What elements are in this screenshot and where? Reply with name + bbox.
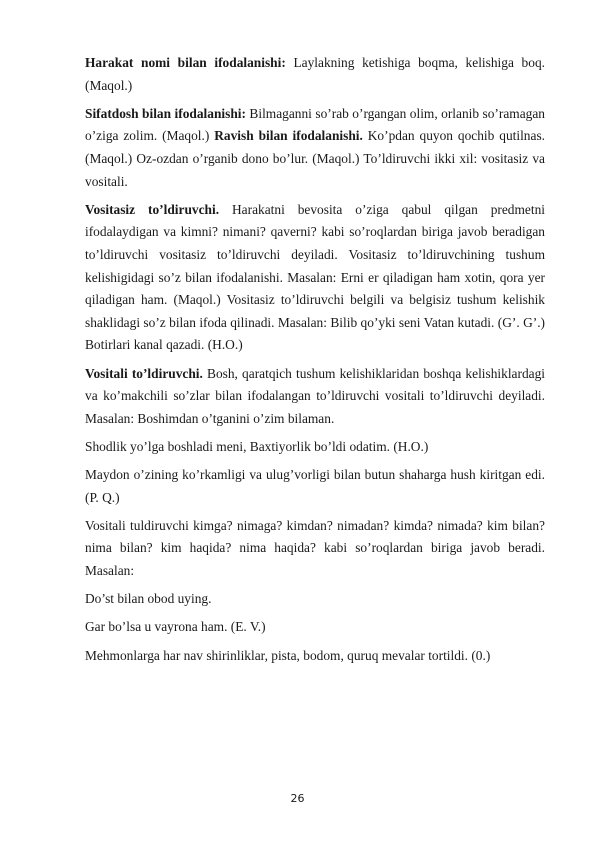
body-text: Bilmaganni so’rab o’rgangan olim, orlanib so’ramagan o’ziga zolim. (Maqol.) bbox=[85, 105, 545, 144]
body-text: Bosh, qaratqich tushum kelishiklaridan boshqa kelishiklardagi va ko’makchili so’zlar bilan ifodalangan to’ldiruvchi vositali to’ldiruvchi deyiladi. Masalan: Boshimdan o’tganini o’zim bilaman. bbox=[85, 365, 546, 426]
body-text: Harakatni bevosita o’ziga qabul qilgan predmetni ifodalaydigan va kimni? nimani? qaverni? kabi so’roqlardan biriga javob beradigan to’ldiruvchi vositasiz to’ldiruvchi deyiladi. Vositasiz to’ldiruvchining tushum kelishigidagi so’z bilan ifodalanishi. Masalan: Erni er qiladigan ham xotin, qora yer qiladigan ham. (Maqol.) Vositasiz to’ldiruvchi belgili va belgisiz tushum kelishik shaklidagi so’z bilan ifoda qilinadi. Masalan: Bilib qo’yki seni Vatan kutadi. (G’. G’.) Botirlari kanal qazadi. (H.O.) bbox=[85, 201, 545, 353]
body-text: Maydon o’zining ko’rkamligi va ulug’vorligi bilan butun shaharga hush kiritgan edi. (P. Q.) bbox=[85, 467, 545, 505]
paragraph bbox=[85, 616, 545, 639]
bold-heading-text: Harakat nomi bilan ifodalanishi: bbox=[85, 55, 286, 70]
body-text: Gar bo’lsa u vayrona ham. (E. V.) bbox=[85, 619, 266, 635]
body-text: Shodlik yo’lga boshladi meni, Baxtiyorlik bo’ldi odatim. (H.O.) bbox=[85, 438, 429, 454]
body-text: Laylakning ketishiga boqma, kelishiga boq. (Maqol.) bbox=[85, 55, 545, 93]
paragraph bbox=[85, 52, 545, 97]
paragraph bbox=[85, 515, 545, 583]
paragraph bbox=[85, 199, 545, 357]
paragraph bbox=[85, 588, 545, 611]
bold-heading-text: Sifatdosh bilan ifodalanishi: bbox=[85, 105, 246, 121]
body-text: Ko’pdan quyon qochib qutilnas. (Maqol.) Oz-ozdan o’rganib dono bo’lur. (Maqol.) To’ldiruvchi ikki xil: vositasiz va vositali. bbox=[85, 128, 545, 189]
bold-heading-text: Ravish bilan ifodalanishi. bbox=[214, 128, 363, 144]
document-body bbox=[85, 52, 545, 673]
body-text: Mehmonlarga har nav shirinliklar, pista, bodom, quruq mevalar tortildi. (0.) bbox=[85, 647, 491, 663]
body-text: Vositali tuldiruvchi kimga? nimaga? kimdan? nimadan? kimda? nimada? kim bilan? nima bilan? kim haqida? nima haqida? kabi so’roqlardan biriga javob beradi. Masalan: bbox=[85, 517, 545, 579]
page-number: 26 bbox=[290, 792, 305, 805]
paragraph bbox=[85, 363, 545, 431]
bold-heading-text: Vositali to’ldiruvchi. bbox=[85, 365, 203, 381]
body-text: Do’st bilan obod uying. bbox=[85, 591, 212, 607]
paragraph bbox=[85, 103, 545, 193]
bold-heading-text: Vositasiz to’ldiruvchi. bbox=[85, 201, 220, 217]
paragraph bbox=[85, 464, 545, 509]
paragraph bbox=[85, 436, 545, 459]
paragraph bbox=[85, 645, 545, 668]
